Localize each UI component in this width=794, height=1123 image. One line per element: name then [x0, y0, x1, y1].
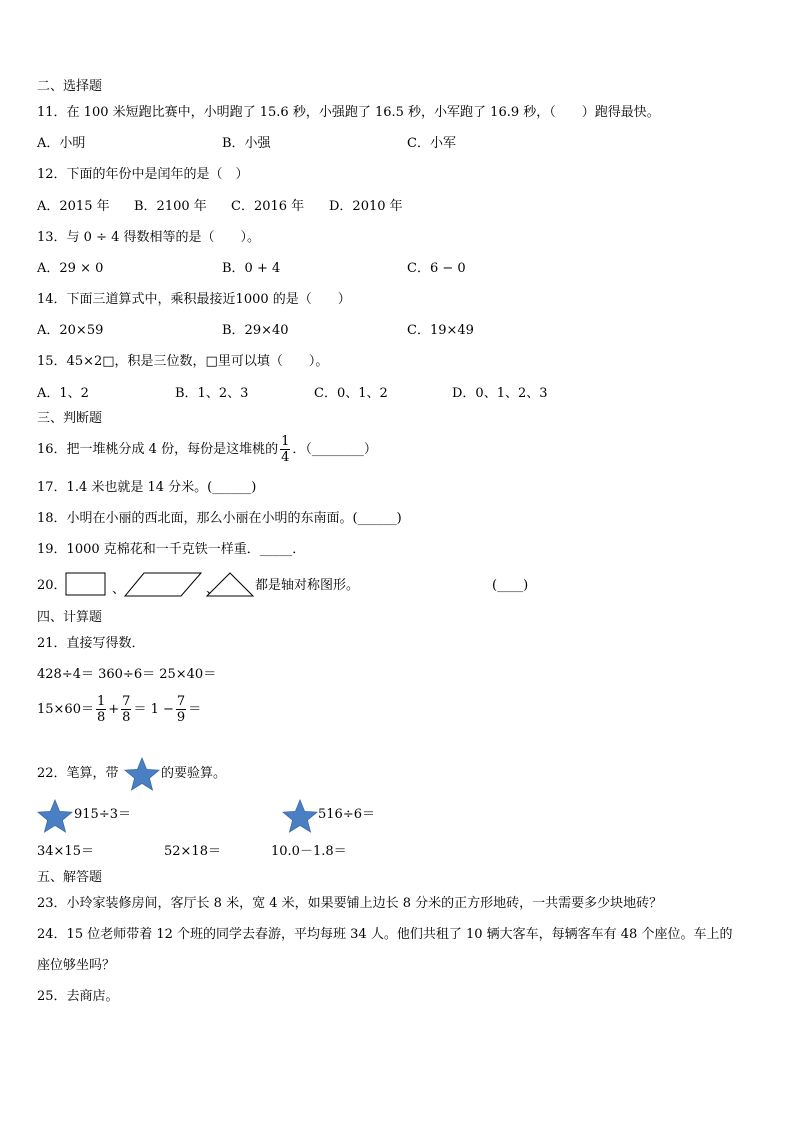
q21-fraction-1 — [96, 694, 106, 725]
section-judge-title: 三、判断题 — [37, 411, 103, 426]
q19-text: 19．1000 克棉花和一千克铁一样重．_____． — [37, 542, 306, 557]
parallelogram-shape — [124, 572, 202, 598]
q18-text: 18．小明在小丽的西北面，那么小丽在小明的东南面。(______) — [37, 511, 402, 526]
q16-answer-blank[interactable]: ．（________） — [292, 442, 377, 457]
q21-stem: 21．直接写得数． — [37, 636, 145, 651]
fraction-numerator: 7 — [122, 694, 131, 709]
q15-option-c[interactable]: C．0、1、2 — [314, 386, 388, 401]
fraction-denominator: 8 — [96, 710, 106, 725]
q24-line2: 座位够坐吗？ — [37, 958, 116, 973]
q16-line — [37, 434, 377, 465]
section-answer-title: 五、解答题 — [37, 870, 103, 885]
q22-expr-3: 34×15＝ — [37, 844, 94, 859]
star-icon — [124, 757, 160, 791]
rectangle-shape — [65, 572, 107, 596]
section-calc-title: 四、计算题 — [37, 610, 103, 625]
q22-expr-1: 915÷3＝ — [74, 807, 131, 822]
q16-fraction-numerator: 1 — [281, 434, 290, 449]
q11-option-a[interactable]: A．小明 — [37, 136, 86, 151]
q13-option-c[interactable]: C．6 − 0 — [407, 261, 466, 276]
q12-option-b[interactable]: B．2100 年 — [134, 199, 207, 214]
fraction-numerator: 1 — [96, 694, 106, 709]
q22-expr-2: 516÷6＝ — [318, 807, 375, 822]
q22-suffix: 的要验算。 — [161, 766, 227, 781]
q13-option-b[interactable]: B．0 + 4 — [222, 261, 281, 276]
q13-option-a[interactable]: A．29 × 0 — [37, 261, 104, 276]
q21-row2 — [37, 693, 201, 727]
q16-text: 16．把一堆桃分成 4 份，每份是这堆桃的 — [37, 442, 279, 457]
q22-prefix: 22．笔算，带 — [37, 766, 119, 781]
q20-answer-blank[interactable]: (____) — [492, 578, 529, 593]
q20-separator-1: 、 — [112, 582, 126, 597]
q12-option-c[interactable]: C．2016 年 — [231, 199, 305, 214]
q21-expr-multiply: 15×60＝ — [37, 702, 94, 717]
q21-row1: 428÷4＝ 360÷6＝ 25×40＝ — [37, 667, 217, 682]
q20-separator-2: 、 — [206, 582, 220, 597]
q15-option-d[interactable]: D．0、1、2、3 — [452, 386, 548, 401]
plus-sign: + — [108, 702, 120, 717]
q14-stem: 14．下面三道算式中，乘积最接近1000 的是（ ） — [37, 292, 351, 307]
q13-stem: 13．与 0 ÷ 4 得数相等的是（ ）。 — [37, 230, 261, 245]
q15-option-b[interactable]: B．1、2、3 — [175, 386, 249, 401]
q11-stem: 11．在 100 米短跑比赛中，小明跑了 15.6 秒，小强跑了 16.5 秒，小军跑了 16.9 秒，（ ）跑得最快。 — [37, 105, 660, 120]
q12-stem: 12．下面的年份中是闰年的是（ ） — [37, 167, 249, 182]
triangle-shape — [206, 572, 254, 598]
q17-text: 17．1.4 米也就是 14 分米。(______) — [37, 480, 257, 495]
q22-expr-4: 52×18＝ — [164, 844, 221, 859]
q25-text: 25．去商店。 — [37, 989, 119, 1004]
star-icon — [282, 799, 318, 833]
q22-expr-5: 10.0－1.8＝ — [271, 844, 347, 859]
q14-option-b[interactable]: B．29×40 — [222, 323, 289, 338]
section-choice-title: 二、选择题 — [37, 79, 103, 94]
q11-option-c[interactable]: C．小军 — [407, 136, 456, 151]
q20-text: 都是轴对称图形。 — [255, 578, 360, 593]
q20-number: 20． — [37, 578, 67, 593]
fraction-denominator: 8 — [122, 710, 131, 725]
q21-expr-subtract: 1 − — [150, 702, 174, 717]
equals-sign: ＝ — [133, 702, 147, 717]
fraction-denominator: 9 — [176, 710, 186, 725]
q21-fraction-2 — [121, 694, 131, 725]
star-icon — [37, 799, 73, 833]
q23-text: 23．小玲家装修房间，客厅长 8 米，宽 4 米，如果要铺上边长 8 分米的正方形地砖，一共需要多少块地砖？ — [37, 896, 663, 911]
q15-option-a[interactable]: A．1、2 — [37, 386, 89, 401]
fraction-numerator: 7 — [176, 694, 186, 709]
q21-fraction-3 — [176, 694, 186, 725]
q12-option-a[interactable]: A．2015 年 — [37, 199, 110, 214]
q16-fraction-denominator: 4 — [281, 450, 290, 465]
q14-option-c[interactable]: C．19×49 — [407, 323, 474, 338]
q12-option-d[interactable]: D．2010 年 — [329, 199, 403, 214]
q11-option-b[interactable]: B．小强 — [222, 136, 271, 151]
q14-option-a[interactable]: A．20×59 — [37, 323, 104, 338]
q15-stem: 15．45×2□，积是三位数，□里可以填（ ）。 — [37, 354, 329, 369]
equals-sign: ＝ — [188, 702, 202, 717]
q16-fraction — [280, 434, 290, 465]
q24-line1: 24．15 位老师带着 12 个班的同学去春游，平均每班 34 人。他们共租了 10 辆大客车，每辆客车有 48 个座位。车上的 — [37, 927, 733, 942]
